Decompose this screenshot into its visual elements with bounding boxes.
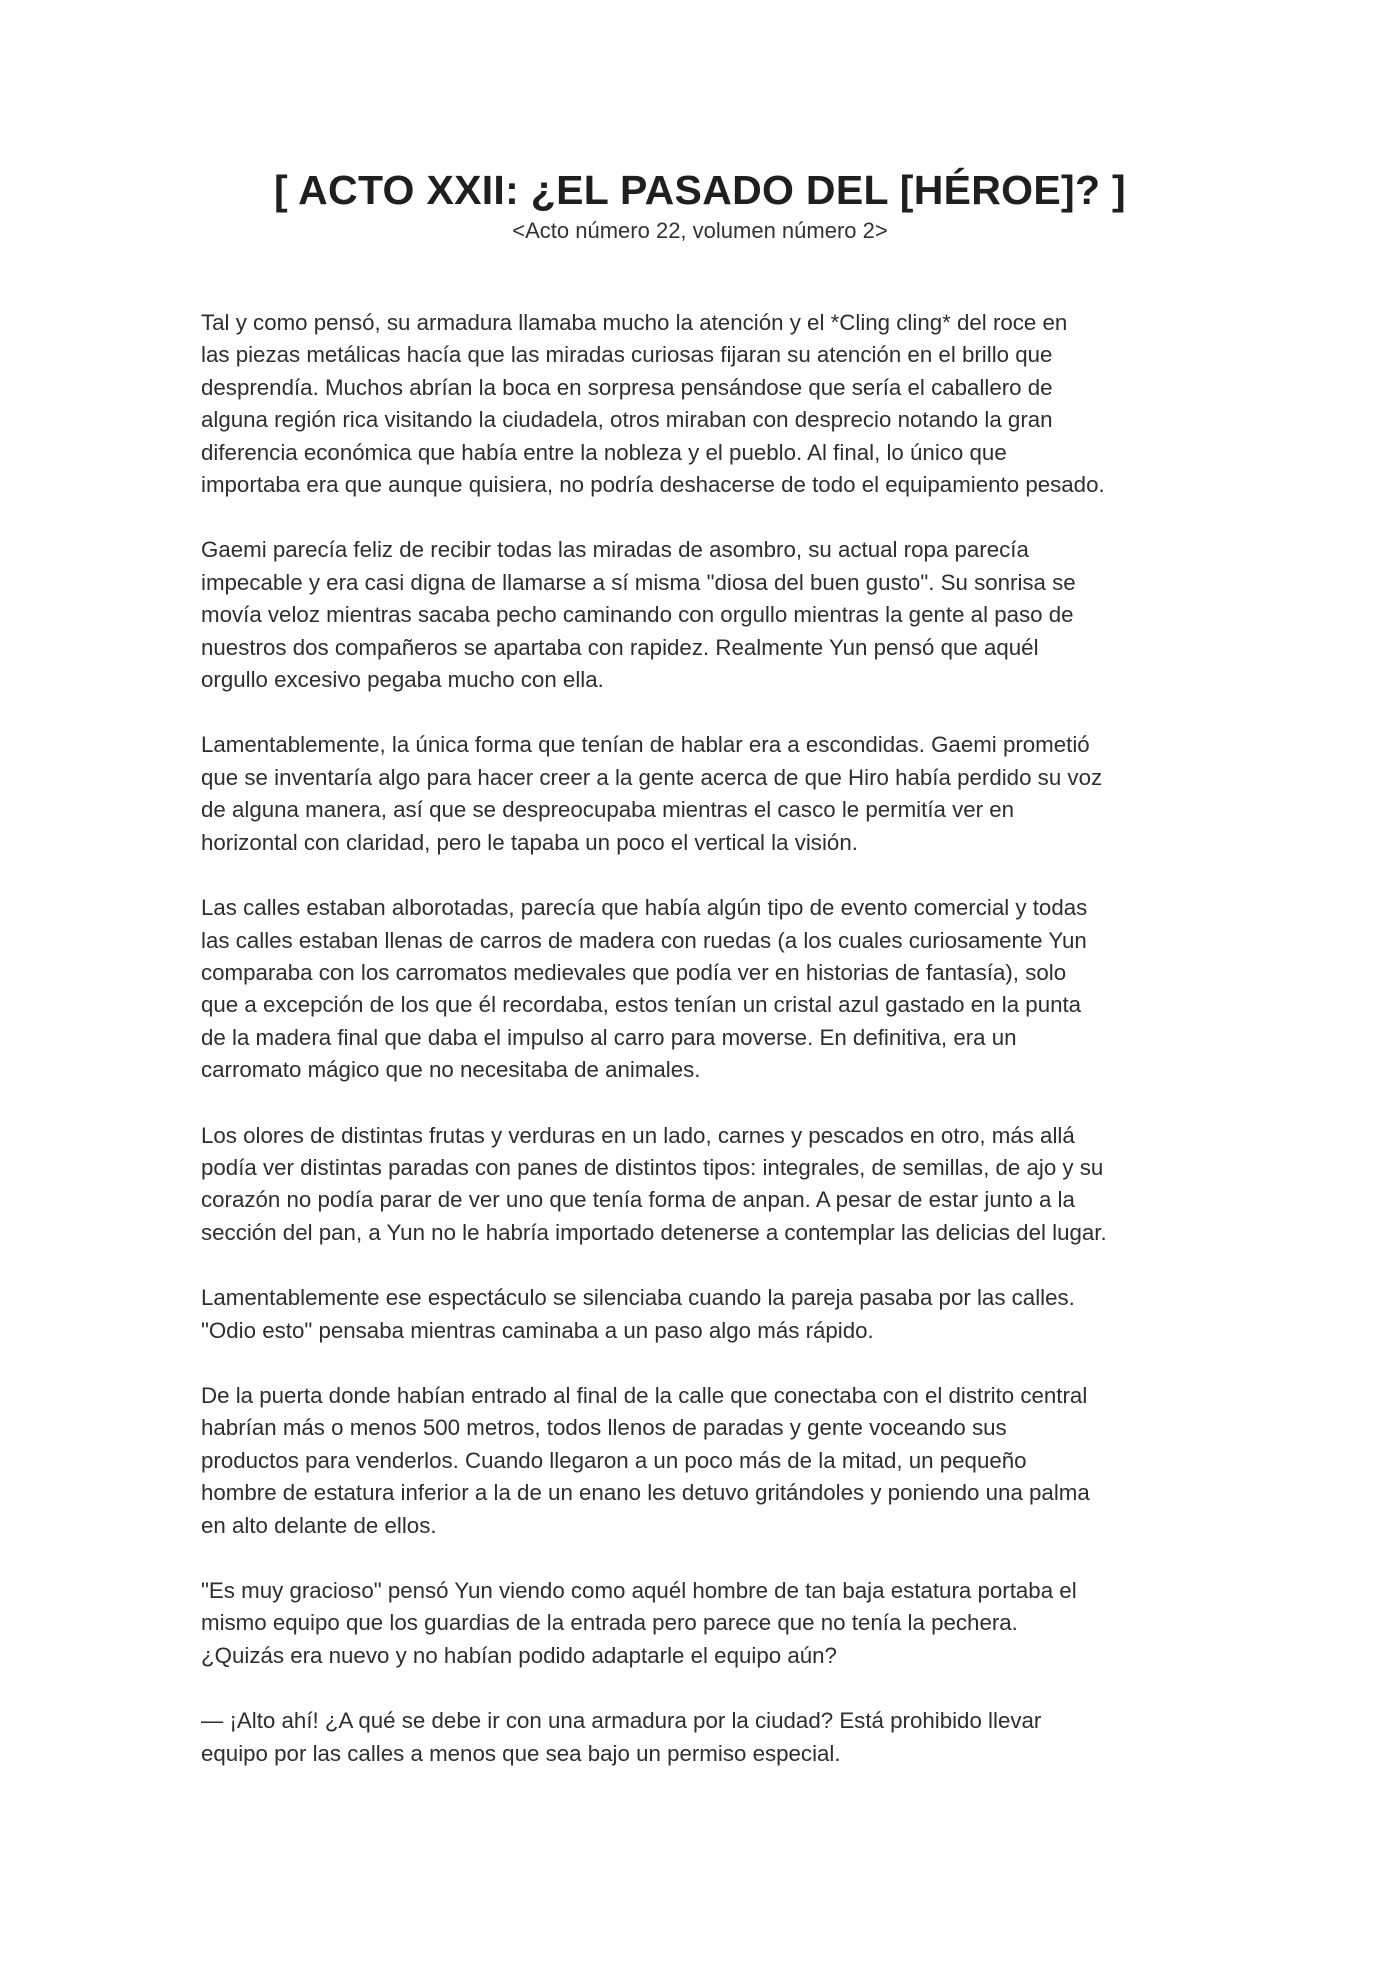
chapter-title: [ ACTO XXII: ¿EL PASADO DEL [HÉROE]? ] <box>274 167 1126 213</box>
paragraph: Lamentablemente, la única forma que tenían de hablar era a escondidas. Gaemi prometió que se inventaría algo para hacer creer a la gente acerca de que Hiro había perdido su voz de alguna manera, así que se despreocupaba mientras el casco le permitía ver en horizontal con claridad, pero le tapaba un poco el vertical la visión. <box>201 732 1103 855</box>
paragraph: Lamentablemente ese espectáculo se silenciaba cuando la pareja pasaba por las calles. "Odio esto" pensaba mientras caminaba a un paso algo más rápido. <box>201 1285 1075 1343</box>
chapter-body <box>201 307 1211 1803</box>
chapter-subtitle: <Acto número 22, volumen número 2> <box>512 218 888 243</box>
paragraph: Las calles estaban alborotadas, parecía que había algún tipo de evento comercial y todas las calles estaban llenas de carros de madera con ruedas (a los cuales curiosamente Yun comparaba con los carromatos medievales que podía ver en historias de fantasía), solo que a excepción de los que él recordaba, estos tenían un cristal azul gastado en la punta de la madera final que daba el impulso al carro para moverse. En definitiva, era un carromato mágico que no necesitaba de animales. <box>201 895 1088 1083</box>
paragraph: Gaemi parecía feliz de recibir todas las miradas de asombro, su actual ropa parecía impecable y era casi digna de llamarse a sí misma "diosa del buen gusto". Su sonrisa se movía veloz mientras sacaba pecho caminando con orgullo mientras la gente al paso de nuestros dos compañeros se apartaba con rapidez. Realmente Yun pensó que aquél orgullo excesivo pegaba mucho con ella. <box>201 537 1076 693</box>
paragraph: De la puerta donde habían entrado al final de la calle que conectaba con el distrito central habrían más o menos 500 metros, todos llenos de paradas y gente voceando sus productos para venderlos. Cuando llegaron a un poco más de la mitad, un pequeño hombre de estatura inferior a la de un enano les detuvo gritándoles y poniendo una palma en alto delante de ellos. <box>201 1382 1090 1538</box>
paragraph: — ¡Alto ahí! ¿A qué se debe ir con una armadura por la ciudad? Está prohibido llevar equipo por las calles a menos que sea bajo un permiso especial. <box>201 1708 1042 1766</box>
paragraph: "Es muy gracioso" pensó Yun viendo como aquél hombre de tan baja estatura portaba el mismo equipo que los guardias de la entrada pero parece que no tenía la pechera. ¿Quizás era nuevo y no habían podido adaptarle el equipo aún? <box>201 1578 1077 1668</box>
paragraph: Los olores de distintas frutas y verduras en un lado, carnes y pescados en otro, más allá podía ver distintas paradas con panes de distintos tipos: integrales, de semillas, de ajo y su corazón no podía parar de ver uno que tenía forma de anpan. A pesar de estar junto a la sección del pan, a Yun no le habría importado detenerse a contemplar las delicias del lugar. <box>201 1122 1107 1245</box>
paragraph: Tal y como pensó, su armadura llamaba mucho la atención y el *Cling cling* del roce en las piezas metálicas hacía que las miradas curiosas fijaran su atención en el brillo que desprendía. Muchos abrían la boca en sorpresa pensándose que sería el caballero de alguna región rica visitando la ciudadela, otros miraban con desprecio notando la gran diferencia económica que había entre la nobleza y el pueblo. Al final, lo único que importaba era que aunque quisiera, no podría deshacerse de todo el equipamiento pesado. <box>201 310 1105 498</box>
chapter-header <box>0 165 1400 245</box>
